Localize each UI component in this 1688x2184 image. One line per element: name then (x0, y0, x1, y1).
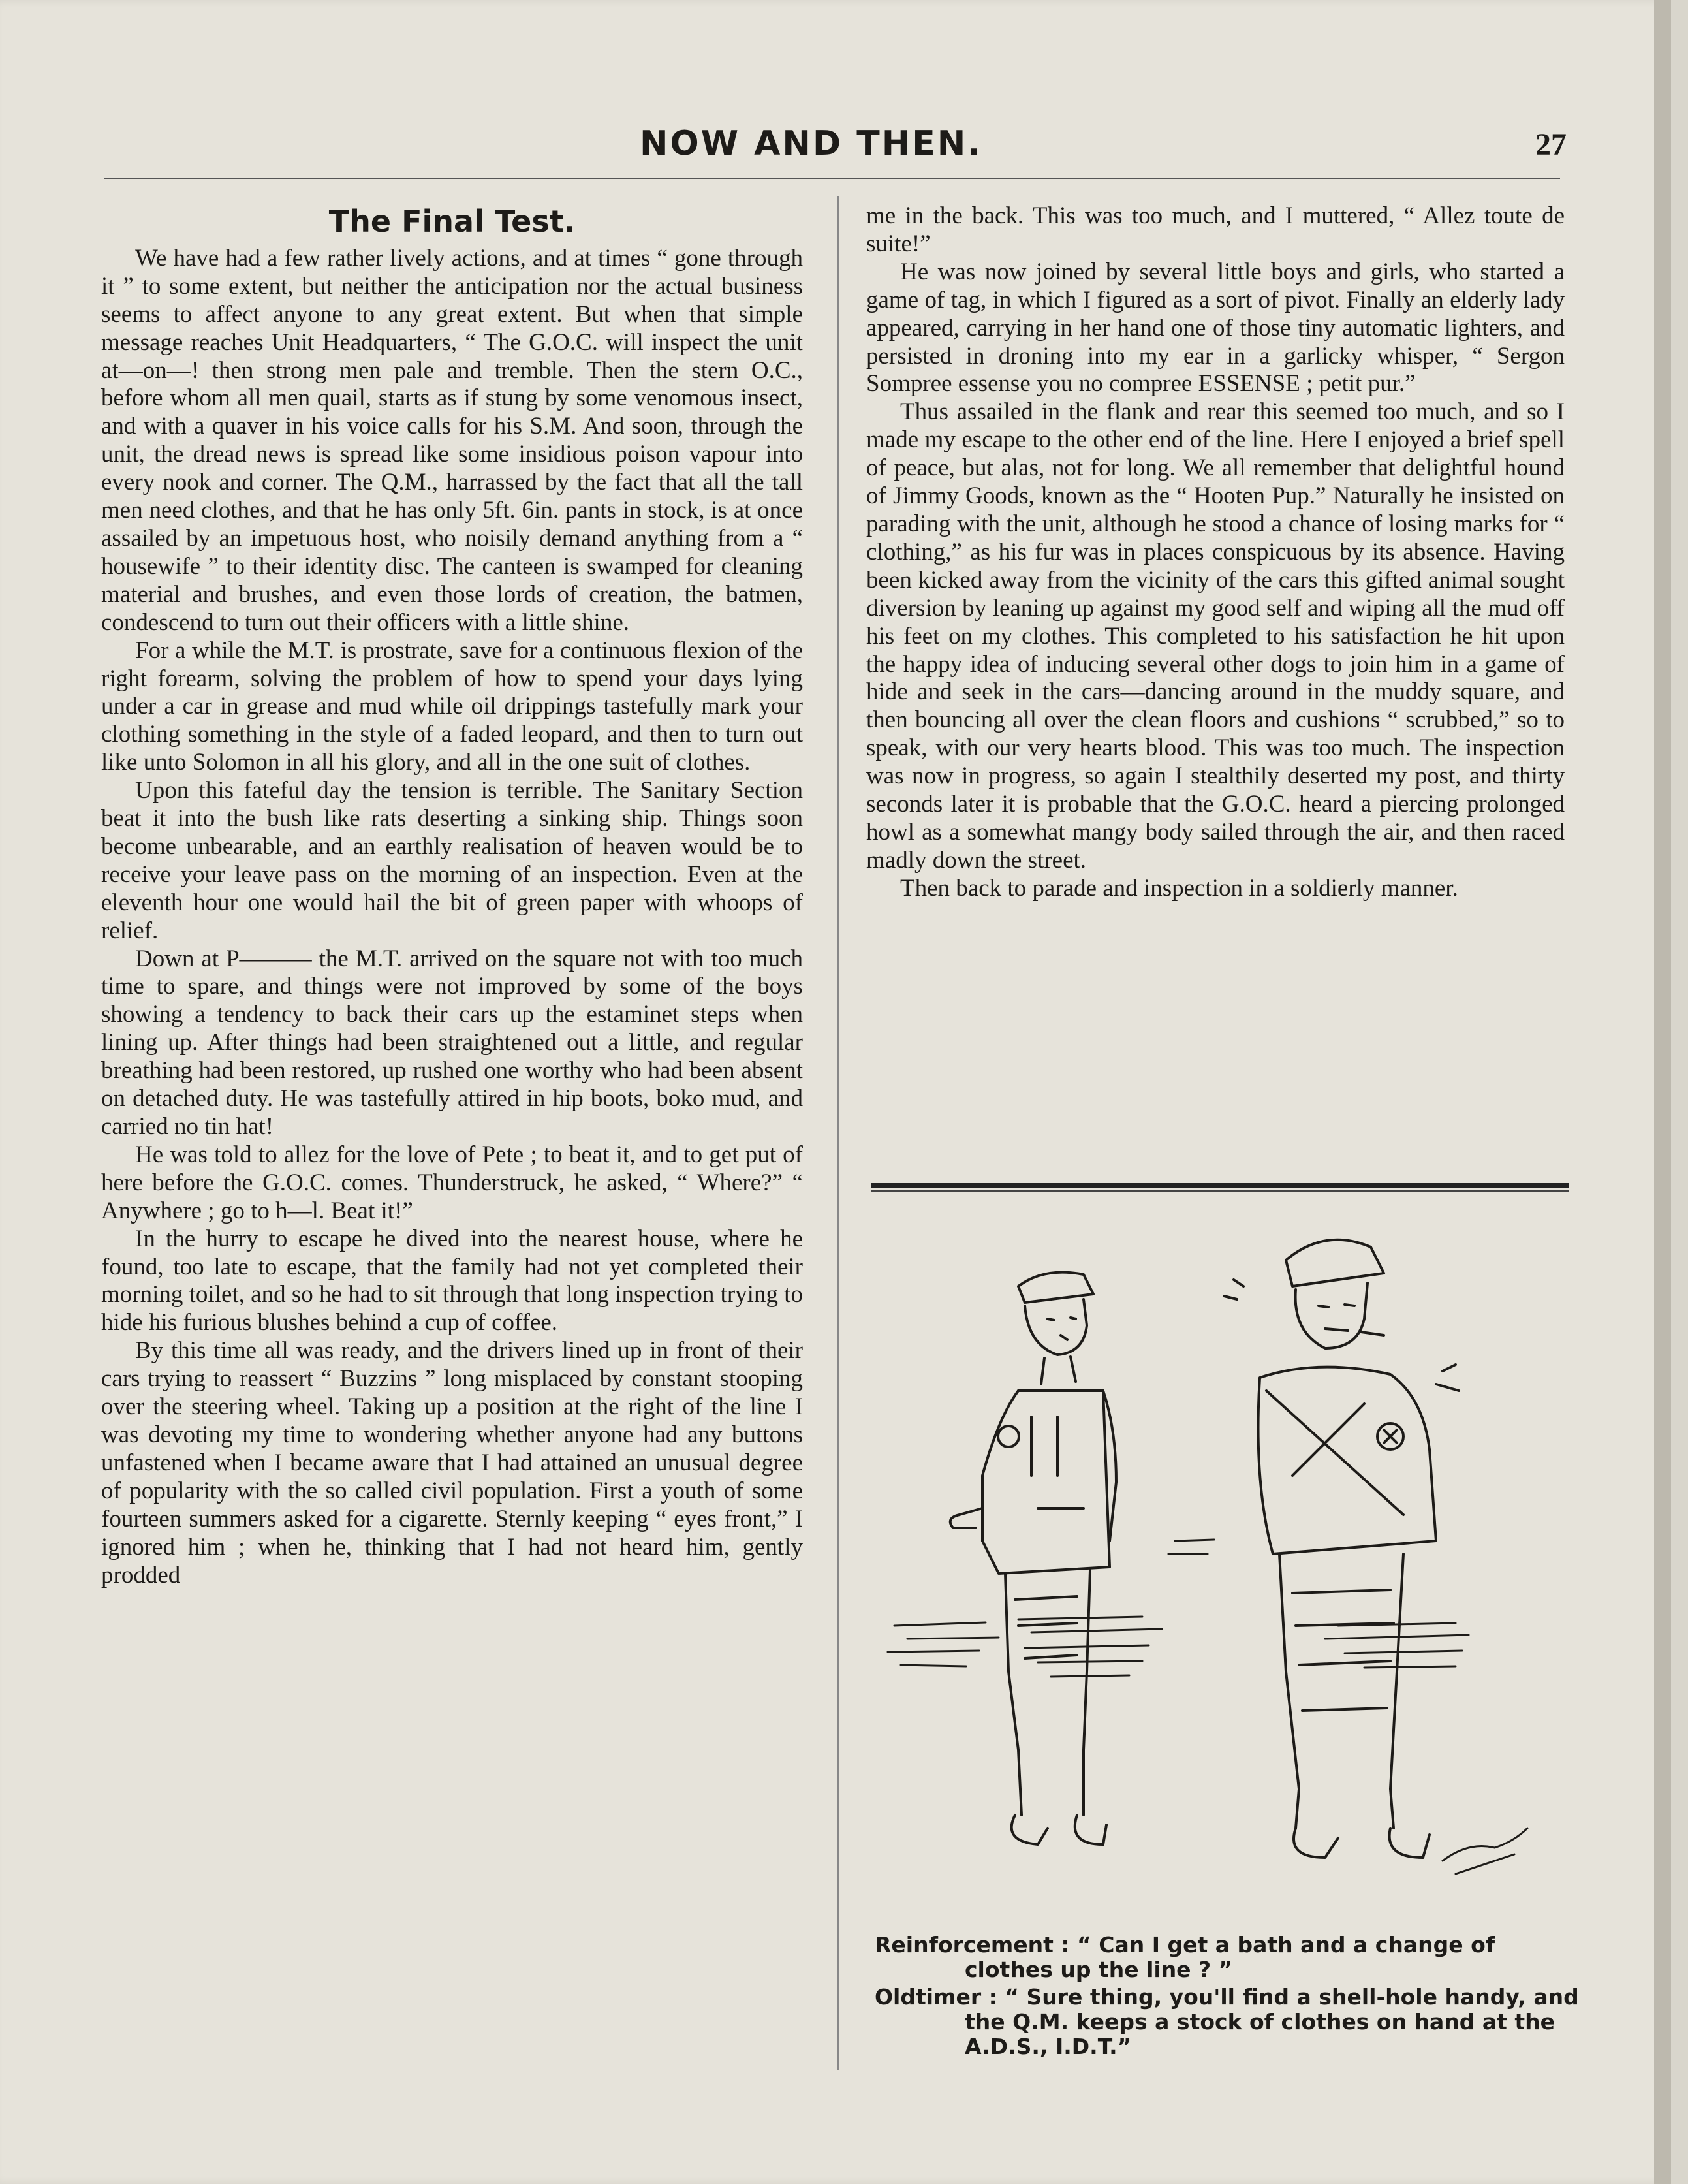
paragraph: For a while the M.T. is prostrate, save for a continuous flexion of the right forearm, solving the problem of how to spend your days lying under a car in grease and mud while oil drippings tastefully mark your clothing something in the style of a faded leopard, and then to turn out like unto Solomon in all his glory, and all in the one suit of clothes. (101, 637, 803, 776)
paragraph: We have had a few rather lively actions, and at times “ gone through it ” to some extent, but neither the anticipation nor the actual business seems to affect anyone to any great extent. But when that simple message reaches Unit Headquarters, “ The G.O.C. will inspect the unit at—on—! then strong men pale and tremble. Then the stern O.C., before whom all men quail, starts as if stung by some venomous insect, and with a quaver in his voice calls for his S.M. And soon, through the unit, the dread news is spread like some insidious poison vapour into every nook and corner. The Q.M., harrassed by the fact that all the tall men need clothes, and that he has only 5ft. 6in. pants in stock, is at once assailed by an impetuous host, who noisily demand anything from a “ housewife ” to their identity disc. The canteen is swamped for cleaning material and brushes, and even those lords of creation, the batmen, condescend to turn out their officers with a little shine. (101, 244, 803, 636)
page-number: 27 (1535, 127, 1567, 162)
section-rule-thin (871, 1190, 1569, 1192)
paragraph: Then back to parade and inspection in a soldierly manner. (900, 874, 1458, 902)
running-title: NOW AND THEN. (640, 124, 983, 163)
page-header (104, 124, 1567, 176)
paragraph: Thus assailed in the flank and rear this seemed too much, and so I made my escape to the other end of the line. Here I enjoyed a brief spell of peace, but alas, not for long. We all remember that delightful hound of Jimmy Goods, known as the “ Hooten Pup.” Naturally he insisted on parading with the unit, although he stood a chance of losing marks for “ clothing,” as his fur was in places conspicuous by its absence. Having been kicked away from the vicinity of the cars this gifted animal sought diversion by leaning up against my good self and wiping all the mud off his feet on my clothes. This completed to his satisfaction he hit upon the happy idea of inducing several other dogs to join him in a game of hide and seek in the cars—dancing around in the muddy square, and then bouncing all over the clean floors and cushions “ scrubbed,” so to speak, with our very hearts blood. This was too much. The inspection was now in progress, so again I stealthily deserted my post, and thirty seconds later it is probable that the G.O.C. heard a piercing prolonged howl as a somewhat mangy body sailed through the air, and then raced madly down the street. (866, 398, 1565, 874)
paragraph: Down at P——— the M.T. arrived on the square not with too much time to spare, and things were not improved by some of the boys showing a tendency to back their cars up the estaminet steps when lining up. After things had been straightened out a little, and regular breathing had been restored, up rushed one worthy who had been absent on detached duty. He was tastefully attired in hip boots, boko mud, and carried no tin hat! (101, 945, 803, 1140)
caption-reinforcement: Reinforcement : “ Can I get a bath and a change of clothes up the line ? ” (875, 1932, 1495, 1982)
right-column (866, 202, 1565, 903)
page-edge (1654, 0, 1671, 2184)
cartoon-illustration (868, 1201, 1570, 1920)
article-title: The Final Test. (328, 204, 576, 239)
reinforcement-figure (950, 1273, 1116, 1844)
paragraph: By this time all was ready, and the drivers lined up in front of their cars trying to reassert “ Buzzins ” long misplaced by constant stooping over the steering wheel. Taking up a position at the right of the line I was devoting my time to wondering whether anyone had any buttons unfastened when I became aware that I had attained an unusual degree of popularity with the so called civil population. First a youth of some fourteen summers asked for a cigarette. Sternly keeping “ eyes front,” I ignored him ; when he, thinking that I had not heard him, gently prodded (101, 1337, 803, 1589)
paragraph: me in the back. This was too much, and I muttered, “ Allez toute de suite!” (866, 202, 1565, 257)
paragraph: He was now joined by several little boys and girls, who started a game of tag, in which I figured as a sort of pivot. Finally an elderly lady appeared, carrying in her hand one of those tiny automatic lighters, and persisted in droning into my ear in a garlicky whisper, “ Sergon Sompree essense you no compree ESSENSE ; petit pur.” (866, 258, 1565, 398)
cartoon-caption (875, 1933, 1580, 2062)
artist-signature (1443, 1828, 1527, 1874)
paragraph: He was told to allez for the love of Pete ; to beat it, and to get put of here before the G.O.C. comes. Thunderstruck, he asked, “ Where?” “ Anywhere ; go to h—l. Beat it!” (101, 1141, 803, 1224)
header-rule (104, 178, 1560, 179)
paragraph: In the hurry to escape he dived into the nearest house, where he found, too late to escape, that the family had not yet completed their morning toilet, and so he had to sit through that long inspection trying to hide his furious blushes behind a cup of coffee. (101, 1225, 803, 1337)
ground-hatching (888, 1540, 1469, 1677)
left-column (101, 202, 803, 1589)
section-rule-thick (871, 1183, 1569, 1188)
caption-oldtimer: Oldtimer : “ Sure thing, you'll find a shell-hole handy, and the Q.M. keeps a stock of clothes on hand at the A.D.S., I.D.T.” (875, 1984, 1579, 2059)
paragraph: Upon this fateful day the tension is terrible. The Sanitary Section beat it into the bush like rats deserting a sinking ship. Things soon become unbearable, and an earthly realisation of heaven would be to receive your leave pass on the morning of an inspection. Even at the eleventh hour one would hail the bit of green paper with whoops of relief. (101, 777, 803, 944)
oldtimer-figure (1224, 1240, 1459, 1858)
column-divider (837, 196, 839, 2070)
